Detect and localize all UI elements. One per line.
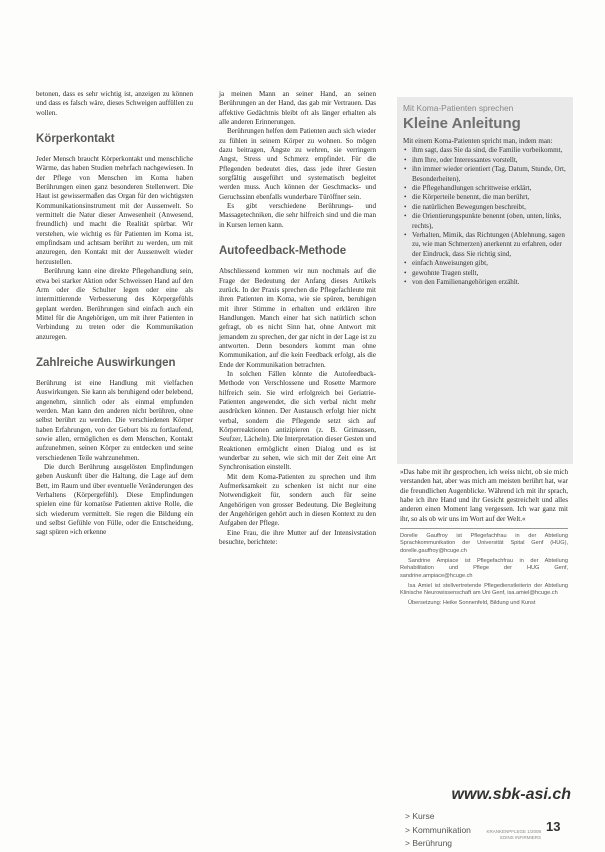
body-paragraph: Die durch Berührung ausgelösten Empfindungen geben Auskunft über die Haltung, die Lage auf dem Bett, im Raum und über eventuelle Veränderungen des Verhaltens (Körpergefühl). Diese Empfindungen spielen eine für komatöse Patienten aktive Rolle, die sich wiederum vermittelt. Sie regen die Bildung ein und selbst Gefühle von Fülle, oder die Entscheidung, sagt spüren »ich erkenne xyxy=(36,463,193,537)
body-paragraph: Jeder Mensch braucht Körperkontakt und menschliche Wärme, das haben Studien mehrfach nachgewiesen. In der Pflege von Menschen im Koma haben Berührungen einen ganz besonderen Stellenwert. Die Haut ist gewissermaßen das Organ für den wichtigsten Kommunikationsinstrument mit der Aussenwelt. So vermittelt die Natur dieser Anwesenheit (Anwesend, freundlich) und macht die Realität spürbar. Wir verstehen, wie wichtig es für Patienten im Koma ist, empfindsam und achtsam berührt zu werden, um mit anzuregen, den Kontakt mit der Aussenwelt wieder herzustellen. xyxy=(36,155,193,266)
body-paragraph: Mit dem Koma-Patienten zu sprechen und ihm Aufmerksamkeit zu schenken ist nicht nur eine Notwendigkeit für, sondern auch für seine Angehörigen von grosser Bedeutung. Die Begleitung der Angehörigen gehört auch in diesen Kontext zu den Aufgaben der Pflege. xyxy=(219,472,376,528)
body-paragraph: Es gibt verschiedene Berührungs- und Massagetechniken, die sehr hilfreich sind und die man in Kursen lernen kann. xyxy=(219,202,376,229)
footer-line: KRANKENPFLEGE 1/2008 xyxy=(486,829,541,834)
credit-line: Dorelle Gauffroy ist Pflegefachfrau in der Abteilung Sprachkommunikation der Universität Spital Genf (HUG), dorelle.gauffroy@hcuge.ch xyxy=(400,533,568,554)
list-item: • die Pflegehandlungen schrittweise erklärt, xyxy=(403,184,567,193)
credit-line: Übersetzung: Heike Sonnenfeld, Bildung und Kunst xyxy=(408,600,536,607)
link-item-kommunikation[interactable]: > Kommunikation xyxy=(405,824,571,838)
credit-line: Sandrine Ampiace ist Pflegefachfrau in der Abteilung Rehabilitation und Pflege der HUG Genf, sandrine.ampiace@hcuge.ch xyxy=(400,557,568,579)
divider xyxy=(400,528,568,529)
body-paragraph: In solchen Fällen könnte die Autofeedback-Methode von Verschlossene und Rosette Marmore hilfreich sein. Sie wird erfolgreich bei Geriatrie-Patienten angewendet, die sich verbal nicht mehr ausdrücken können. Der Austausch erfolgt hier nicht verbal, sondern die Pflegende setzt sich auf Körperreaktionen antizipieren (z. B. Grimassen, Seufzer, Lächeln). Die Interpretation dieser Gesten und Reaktionen ermöglicht einen Dialog und es ist wunderbar zu sehen, wie sich mit der Zeit eine Art Synchronisation einstellt. xyxy=(219,369,376,472)
list-item: • die natürlichen Bewegungen beschreibt, xyxy=(403,203,567,212)
list-item: • die Orientierungspunkte benennt (oben, unten, links, rechts), xyxy=(403,212,567,231)
body-paragraph: Berührung kann eine direkte Pflegehandlung sein, etwa bei starker Aktion oder Schweissen Hand auf den Arm oder die Schulter legen oder eine als intermittierende Verbesserung des Körpergefühls geplant werden. Berührungen sind einfach auch ein Mittel für die Angehörigen, um mit ihrer Patienten in Verbindung zu treten oder die Kommunikation anzuregen. xyxy=(36,267,193,341)
section-heading-koerperkontakt: Körperkontakt xyxy=(36,133,115,146)
column-3 xyxy=(400,468,568,611)
section-heading-auswirkungen: Zahlreiche Auswirkungen xyxy=(36,356,176,369)
list-item: • ihm Ihre, oder Interessantes vorstellt, xyxy=(403,156,567,165)
sidebar-box xyxy=(397,97,573,464)
link-item-beruehrung[interactable]: > Berührung xyxy=(405,837,571,851)
list-item: • ihm sagt, dass Sie da sind, die Familie vorbeikommt, xyxy=(403,146,567,155)
author-credits xyxy=(400,533,568,608)
body-paragraph: Berührungen helfen dem Patienten auch sich wieder zu fühlen in seinem Körper zu wohnen. So mögen dazu beitragen, Ängste zu wehren, sie verringern Angst, Stress und Schmerz empfindet. Für die Pflegenden bedeutet dies, dass jede ihrer Gesten sorgfältig ausgeführt und systematisch begleitet werden muss. Auch können der Geschmacks- und Geruchssinn ebenfalls wunderbare Türöffner sein. xyxy=(219,127,376,201)
list-item: • von den Familienangehörigen erzählt. xyxy=(403,278,567,287)
footer xyxy=(455,829,541,840)
sidebar-list xyxy=(397,146,573,287)
intro-paragraph: betonen, dass es sehr wichtig ist, anzeigen zu können und dass es falsch wäre, dieses Schweigen auffüllen zu wollen. xyxy=(36,90,193,117)
body-paragraph: Eine Frau, die ihre Mutter auf der Intensivstation besuchte, berichtete: xyxy=(219,528,376,547)
list-item: • gewohnte Tragen stellt, xyxy=(403,269,567,278)
list-item: • die Körperteile benennt, die man berührt, xyxy=(403,193,567,202)
column-2 xyxy=(219,90,376,547)
column-1 xyxy=(36,90,193,538)
section-heading-autofeedback: Autofeedback-Methode xyxy=(219,245,347,258)
sidebar-title: Mit Koma-Patienten sprechen xyxy=(403,103,514,113)
sidebar-heading: Kleine Anleitung xyxy=(403,115,521,132)
quote-paragraph: »Das habe mit ihr gesprochen, ich weiss nicht, ob sie mich verstanden hat, aber was mich am meisten berührt hat, war die freundlichen Augenblicke. Während ich mit ihr sprach, habe ich ihre Hand und ihr Gesicht gestreichelt und alles anderen einen Moment lang vergessen. Ich war ganz mit ihr, so als ob wir uns im Wort auf der Welt.« xyxy=(400,468,568,523)
body-paragraph: ja meinen Mann an seiner Hand, an seinen Berührungen an der Hand, das gab mir Vertrauen. Das affektive Gedächtnis bleibt oft als länger erhalten als alle anderen Erinnerungen. xyxy=(219,90,376,127)
footer-line: SOINS INFIRMIERS xyxy=(499,834,541,840)
list-item: • ihn immer wieder orientiert (Tag, Datum, Stunde, Ort, Besonderheiten), xyxy=(403,165,567,184)
website-link[interactable]: www.sbk-asi.ch xyxy=(451,786,571,803)
link-item-kurse[interactable]: > Kurse xyxy=(405,810,571,824)
body-paragraph: Abschliessend kommen wir nun nochmals auf die Frage der Bedeutung der Anfang dieses Artikels zurück. In der Praxis sprechen die Pflegefachleute mit ihren Patienten im Koma, wie sie spüren, beruhigen mit ihrer Stimme in erhalten und erklären ihre Handlungen. Manch einer hat sich natürlich schon gefragt, ob es nicht Sinn hat, ohne Antwort mit jemandem zu sprechen, der gar nicht in der Lage ist zu antworten. Denn besonders kommt man ohne Kommunikation, auf die kein Feedback erfolgt, als die Ende der Kommunikation betrachten. xyxy=(219,267,376,369)
list-item: • Verhalten, Mimik, das Richtungen (Ablehnung, sagen zu, wie man Schmerzen) anerkennt zu erfahren, oder der Eindruck, dass Sie richtig sind, xyxy=(403,231,567,259)
body-paragraph: Berührung ist eine Handlung mit vielfachen Auswirkungen. Sie kann als beruhigend oder belebend, angenehm, sinnlich oder als einmal empfunden werden. Man kann den anderen nicht berühren, ohne selbst berührt zu werden. Die verschiedenen Körper haben Erfahrungen, von der Geburt bis zu fortlaufend, sowie allen, ermöglichen es dem Menschen, Kontakt aufzunehmen, seinen Körper zu entdecken und seine verschiedenen Teile wahrzunehmen. xyxy=(36,378,193,462)
list-item: • einfach Anweisungen gibt, xyxy=(403,259,567,268)
credit-line: Isa Amiel ist stellvertretende Pflegedienstleiterin der Abteilung Klinische Neurowissenschaft am Uni Genf, isa.amiel@hcuge.ch xyxy=(400,582,568,597)
page-number: 13 xyxy=(546,819,561,834)
sidebar-lead: Mit einem Koma-Patienten spricht man, indem man: xyxy=(403,137,553,145)
